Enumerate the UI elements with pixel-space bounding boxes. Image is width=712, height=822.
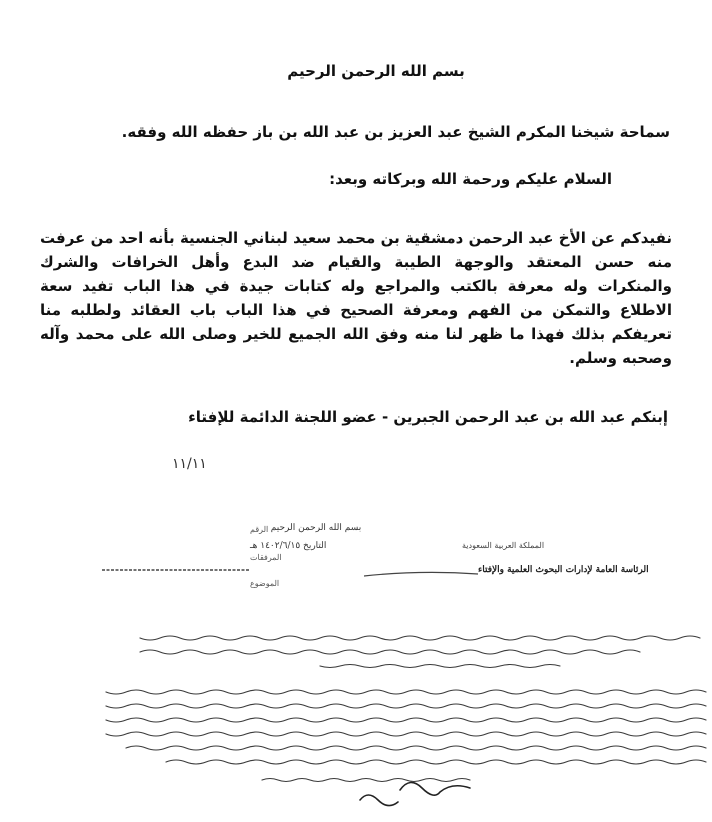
letter-signature-line: إبنكم عبد الله بن عبد الرحمن الجبرين - عضو اللجنة الدائمة للإفتاء (188, 408, 668, 426)
scan-field-subject: الموضوع (250, 579, 280, 588)
scan-handwritten-body (106, 636, 706, 782)
scan-field-number: الرقم (250, 525, 269, 534)
scan-header-presidency: الرئاسة العامة لإدارات البحوث العلمية والإفتاء (478, 565, 649, 575)
scan-signature-scribble (360, 782, 470, 805)
scan-field-attachments: المرفقات (250, 553, 282, 562)
letter-greeting: السلام عليكم ورحمة الله وبركاته وبعد: (329, 170, 612, 188)
scan-basmala: بسم الله الرحمن الرحيم (270, 523, 362, 533)
basmala-heading: بسم الله الرحمن الرحيم (287, 62, 465, 80)
scan-field-date: التاريخ ١٤٠٢/٦/١٥ هـ (250, 541, 327, 551)
scan-header-country: المملكة العربية السعودية (462, 541, 545, 550)
letter-address: سماحة شيخنا المكرم الشيخ عبد العزيز بن عبد الله بن باز حفظه الله وفقه. (121, 123, 670, 141)
handwritten-date-mark: ١١/١١ (172, 456, 207, 472)
scanned-letter-image (0, 490, 712, 822)
letter-body: نفيدكم عن الأخ عبد الرحمن دمشقية بن محمد سعيد لبناني الجنسية بأنه احد من عرفت منه حسن المعتقد والوجهة الطيبة والقيام ضد البدع وأهل الخرافات والشرك والمنكرات وله معرفة بالكتب والمراجع وله كتابات جيدة في هذا الباب تفيد سعة الاطلاع والتمكن من الفهم ومعرفة الصحيح في هذا الباب باب العقائد ولطلبه منا تعريفكم بذلك فهذا ما ظهر لنا منه وفق الله الجميع للخير وصلى الله على محمد وآله وصحبه وسلم. (40, 229, 672, 367)
scanned-original-letter (0, 490, 712, 822)
